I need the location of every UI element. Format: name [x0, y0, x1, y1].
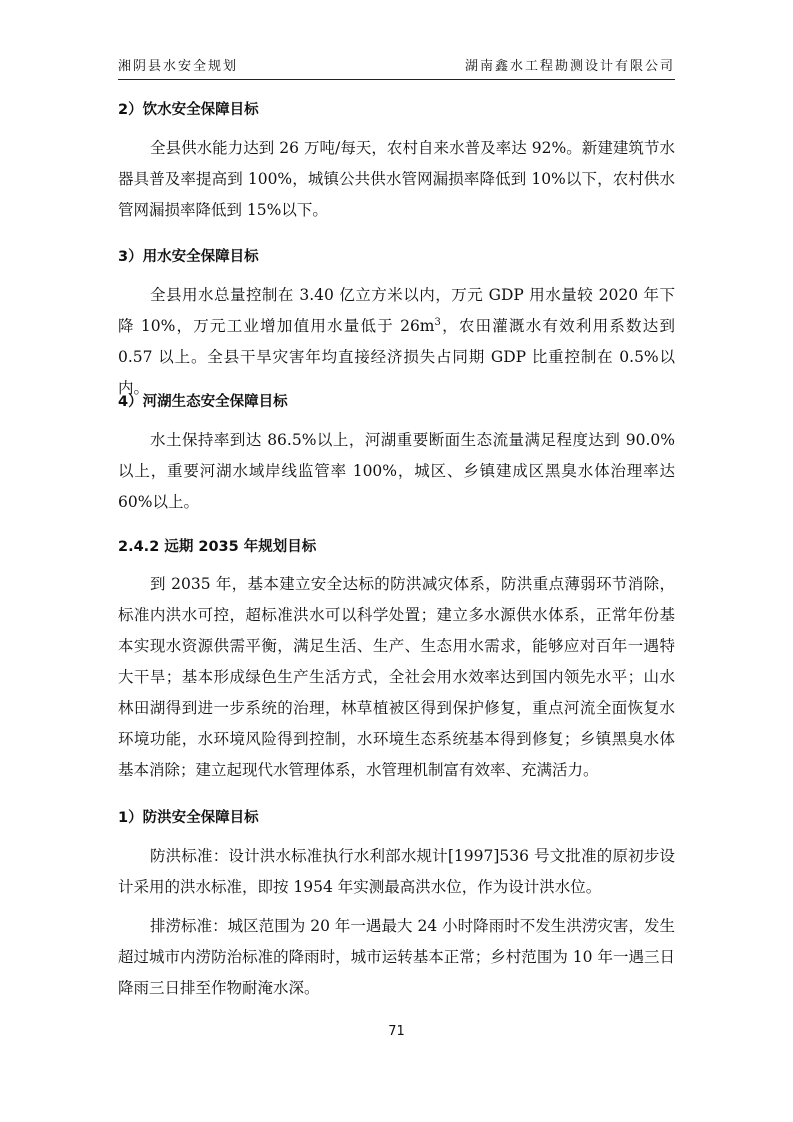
paragraph-flood-standard: 防洪标准：设计洪水标准执行水利部水规计[1997]536 号文批准的原初步设计采用的洪水标准，即按 1954 年实测最高洪水位，作为设计洪水位。 — [118, 847, 675, 896]
paragraph-water-use-part2: ，农田灌溉水有效利用系数达到 0.57 以上。全县干旱灾害年均直接经济损失占同期 GDP 比重控制在 0.5%以内。 — [118, 317, 675, 397]
header-company-name: 湖南鑫水工程勘测设计有限公司 — [464, 59, 675, 74]
heading-river-lake-ecology-target: 4）河湖生态安全保障目标 — [118, 394, 288, 410]
heading-water-use-target: 3）用水安全保障目标 — [118, 249, 259, 265]
paragraph-river-lake-ecology: 水土保持率到达 86.5%以上，河湖重要断面生态流量满足程度达到 90.0%以上，重要河湖水域岸线监管率 100%，城区、乡镇建成区黑臭水体治理率达 60%以上。 — [118, 431, 675, 511]
heading-drinking-water-target: 2）饮水安全保障目标 — [118, 102, 259, 118]
header-divider — [118, 79, 675, 80]
paragraph-drainage-standard: 排涝标准：城区范围为 20 年一遇最大 24 小时降雨时不发生洪涝灾害，发生超过城市内涝防治标准的降雨时，城市运转基本正常；乡村范围为 10 年一遇三日降雨三日排至作物耐淹水深。 — [118, 917, 675, 997]
heading-flood-control-target: 1）防洪安全保障目标 — [118, 810, 259, 826]
page-number: 71 — [388, 1024, 405, 1039]
page-header — [118, 55, 675, 77]
superscript-cubic: 3 — [434, 316, 441, 328]
paragraph-water-use-part1: 全县用水总量控制在 3.40 亿立方米以内，万元 GDP 用水量较 2020 年下降 10%，万元工业增加值用水量低于 26m — [118, 286, 675, 335]
header-document-title: 湘阴县水安全规划 — [118, 59, 239, 74]
heading-2035-target: 2.4.2 远期 2035 年规划目标 — [118, 539, 317, 555]
paragraph-water-use — [118, 280, 675, 404]
paragraph-drinking-water: 全县供水能力达到 26 万吨/每天，农村自来水普及率达 92%。新建建筑节水器具普及率提高到 100%，城镇公共供水管网漏损率降低到 10%以下，农村供水管网漏损率降低到 15%以下。 — [118, 139, 675, 219]
paragraph-2035-target: 到 2035 年，基本建立安全达标的防洪减灾体系，防洪重点薄弱环节消除，标准内洪水可控，超标准洪水可以科学处置；建立多水源供水体系，正常年份基本实现水资源供需平衡，满足生活、生产、生态用水需求，能够应对百年一遇特大干旱；基本形成绿色生产生活方式，全社会用水效率达到国内领先水平；山水林田湖得到进一步系统的治理，林草植被区得到保护修复，重点河流全面恢复水环境功能，水环境风险得到控制，水环境生态系统基本得到修复；乡镇黑臭水体基本消除；建立起现代水管理体系，水管理机制富有效率、充满活力。 — [118, 575, 675, 779]
